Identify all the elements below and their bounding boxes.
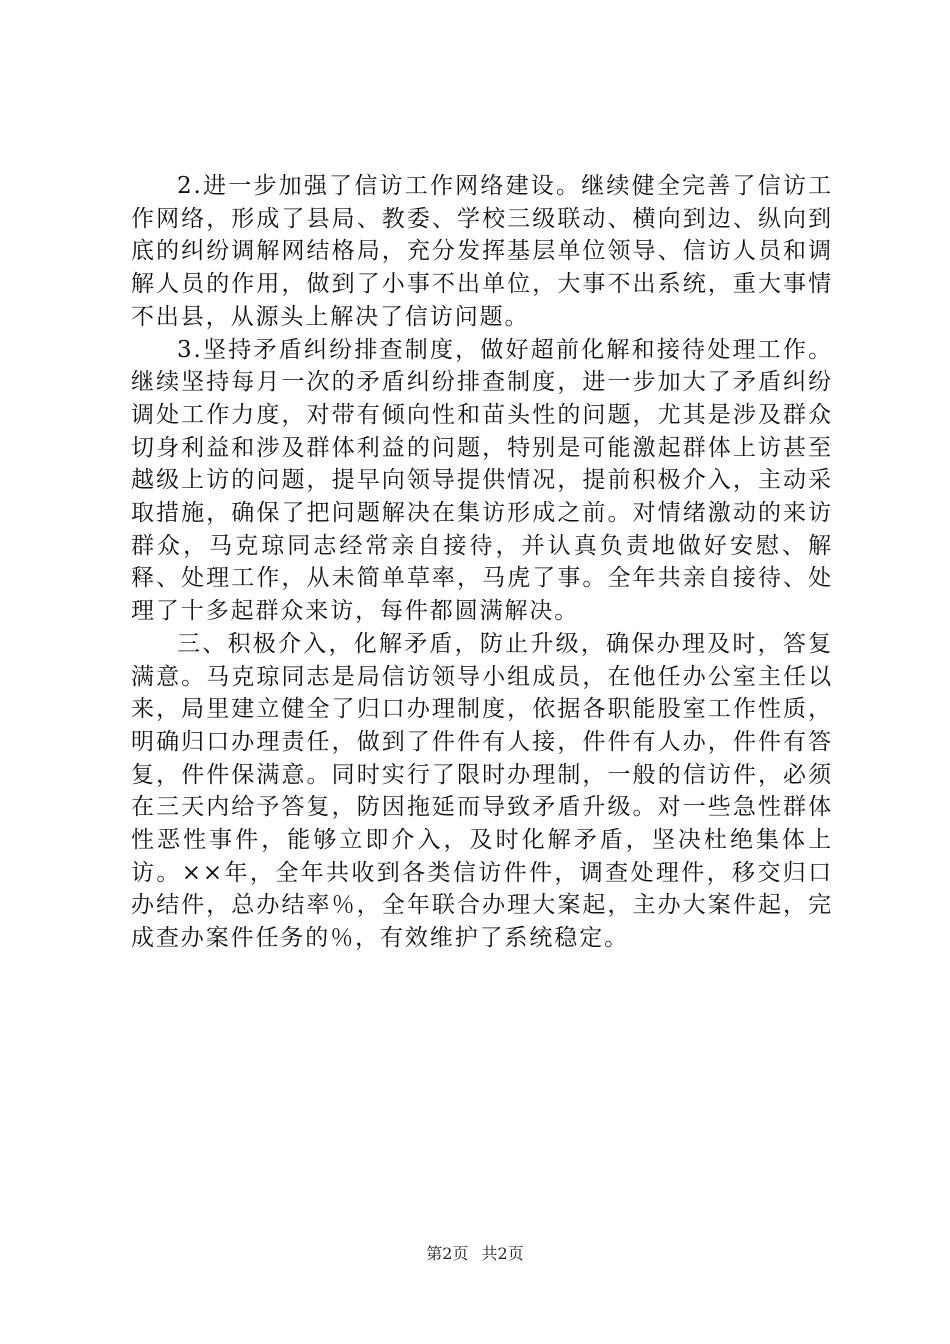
- page-footer: [0, 1244, 950, 1264]
- paragraph-network-building: 2.进一步加强了信访工作网络建设。继续健全完善了信访工作网络，形成了县局、教委、学校三级联动、横向到边、纵向到底的纠纷调解网结格局，充分发挥基层单位领导、信访人员和调解人员的作用，做到了小事不出单位，大事不出系统，重大事情不出县，从源头上解决了信访问题。: [131, 173, 833, 330]
- paragraph-dispute-screening: 3.坚持矛盾纠纷排查制度，做好超前化解和接待处理工作。继续坚持每月一次的矛盾纠纷排查制度，进一步加大了矛盾纠纷调处工作力度，对带有倾向性和苗头性的问题，尤其是涉及群众切身利益和涉及群体利益的问题，特别是可能激起群体上访甚至越级上访的问题，提早向领导提供情况，提前积极介入，主动采取措施，确保了把问题解决在集访形成之前。对情绪激动的来访群众，马克琼同志经常亲自接待，并认真负责地做好安慰、解释、处理工作，从未简单草率，马虎了事。全年共亲自接待、处理了十多起群众来访，每件都圆满解决。: [131, 336, 833, 625]
- page-total: 共2页: [481, 1244, 524, 1263]
- page-number: 第2页: [426, 1244, 469, 1263]
- document-body: [131, 170, 833, 955]
- paragraph-intervention: 三、积极介入，化解矛盾，防止升级，确保办理及时，答复满意。马克琼同志是局信访领导小组成员，在他任办公室主任以来，局里建立健全了归口办理制度，依据各职能股室工作性质，明确归口办理责任，做到了件件有人接，件件有人办，件件有答复，件件保满意。同时实行了限时办理制，一般的信访件，必须在三天内给予答复，防因拖延而导致矛盾升级。对一些急性群体性恶性事件，能够立即介入，及时化解矛盾，坚决杜绝集体上访。××年，全年共收到各类信访件件，调查处理件，移交归口办结件，总办结率％，全年联合办理大案起，主办大案件起，完成查办案件任务的％，有效维护了系统稳定。: [131, 630, 833, 952]
